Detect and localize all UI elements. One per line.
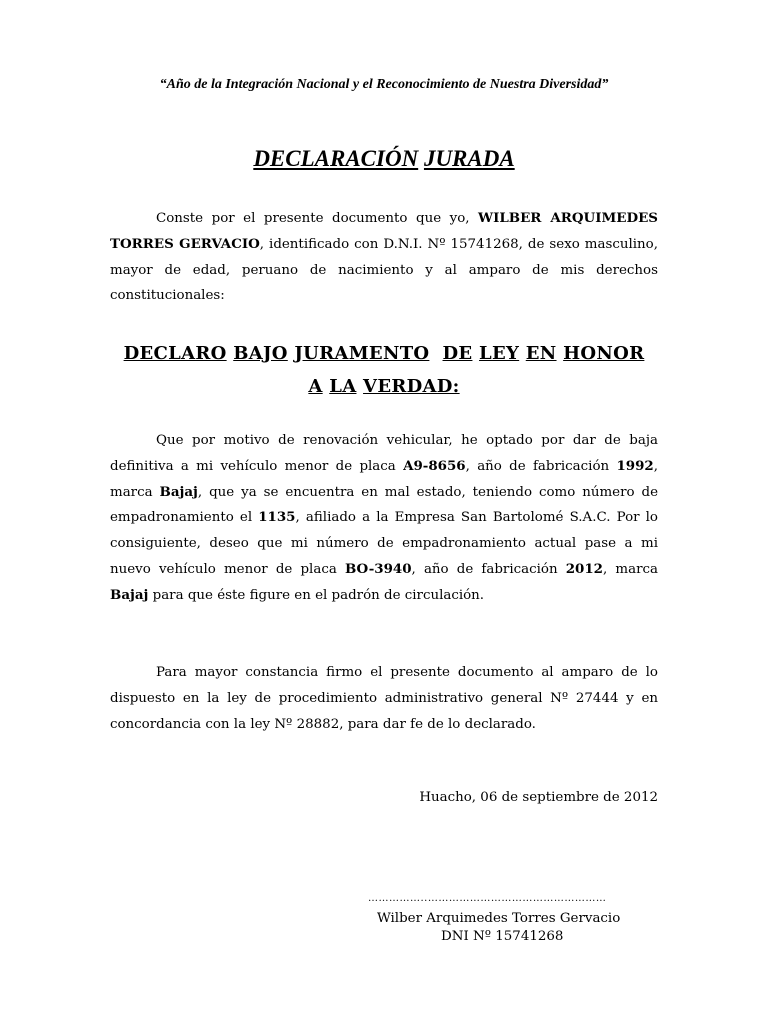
registry-number: 1135 <box>258 509 296 526</box>
declaration-word: HONOR <box>563 343 645 364</box>
place-and-date: Huacho, 06 de septiembre de 2012 <box>419 790 658 805</box>
intro-text-2: , identificado con D.N.I. Nº 15741268, de sexo masculino, mayor de edad, peruano de nacimiento y al amparo de mis derechos constitucionales: <box>110 236 658 304</box>
document-title <box>0 146 768 172</box>
intro-text-1: Conste por el presente documento que yo, <box>156 211 479 226</box>
year-motto: “Año de la Integración Nacional y el Reconocimiento de Nuestra Diversidad” <box>159 77 609 92</box>
body-text: , año de fabricación <box>465 458 617 474</box>
body-text: para que éste figure en el padrón de circulación. <box>148 587 485 603</box>
declaration-word: DECLARO <box>123 343 227 364</box>
signature-line: ……………..…………………………………………… <box>368 893 607 904</box>
declaration-word: A <box>308 376 323 397</box>
body-paragraph <box>110 428 658 609</box>
declaration-word: BAJO <box>233 343 288 364</box>
declaration-heading <box>110 337 658 403</box>
old-brand: Bajaj <box>159 483 198 500</box>
body-text: , marca <box>110 458 658 500</box>
intro-paragraph <box>110 206 658 309</box>
title-word-jurada: JURADA <box>423 146 515 171</box>
declaration-word: VERDAD: <box>363 376 460 397</box>
declaration-word: DE <box>442 343 473 364</box>
old-year: 1992 <box>616 457 654 474</box>
signatory-dni: DNI Nº 15741268 <box>441 929 564 944</box>
body-text: , año de fabricación <box>411 561 566 577</box>
signatory-name: Wilber Arquimedes Torres Gervacio <box>377 911 621 926</box>
closing-paragraph <box>110 660 658 737</box>
declaration-word: EN <box>525 343 557 364</box>
body-text: , que ya se encuentra en mal estado, teniendo como número de empadronamiento el <box>110 484 659 526</box>
title-word-declaracion: DECLARACIÓN <box>253 146 419 171</box>
new-brand: Bajaj <box>110 586 149 603</box>
body-text: Que por motivo de renovación vehicular, he optado por dar de baja definitiva a mi vehículo menor de placa <box>110 433 658 474</box>
body-text: , marca <box>603 561 658 577</box>
declaration-word: LEY <box>479 343 520 364</box>
old-plate: A9-8656 <box>403 457 466 474</box>
closing-text: Para mayor constancia firmo el presente documento al amparo de lo dispuesto en la ley de procedimiento administrativo general Nº 27444 y en concordancia con la ley Nº 28882, para dar fe de lo declarado. <box>110 665 658 732</box>
new-plate: BO-3940 <box>344 560 412 577</box>
declarant-name: WILBER ARQUIMEDES TORRES GERVACIO <box>110 210 658 252</box>
declaration-word: JURAMENTO <box>294 343 430 364</box>
declaration-word: LA <box>329 376 357 397</box>
new-year: 2012 <box>565 560 604 577</box>
body-text: , afiliado a la Empresa San Bartolomé S.A.C. Por lo consiguiente, deseo que mi número de empadronamiento actual pase a mi nuevo vehículo menor de placa <box>110 510 658 577</box>
